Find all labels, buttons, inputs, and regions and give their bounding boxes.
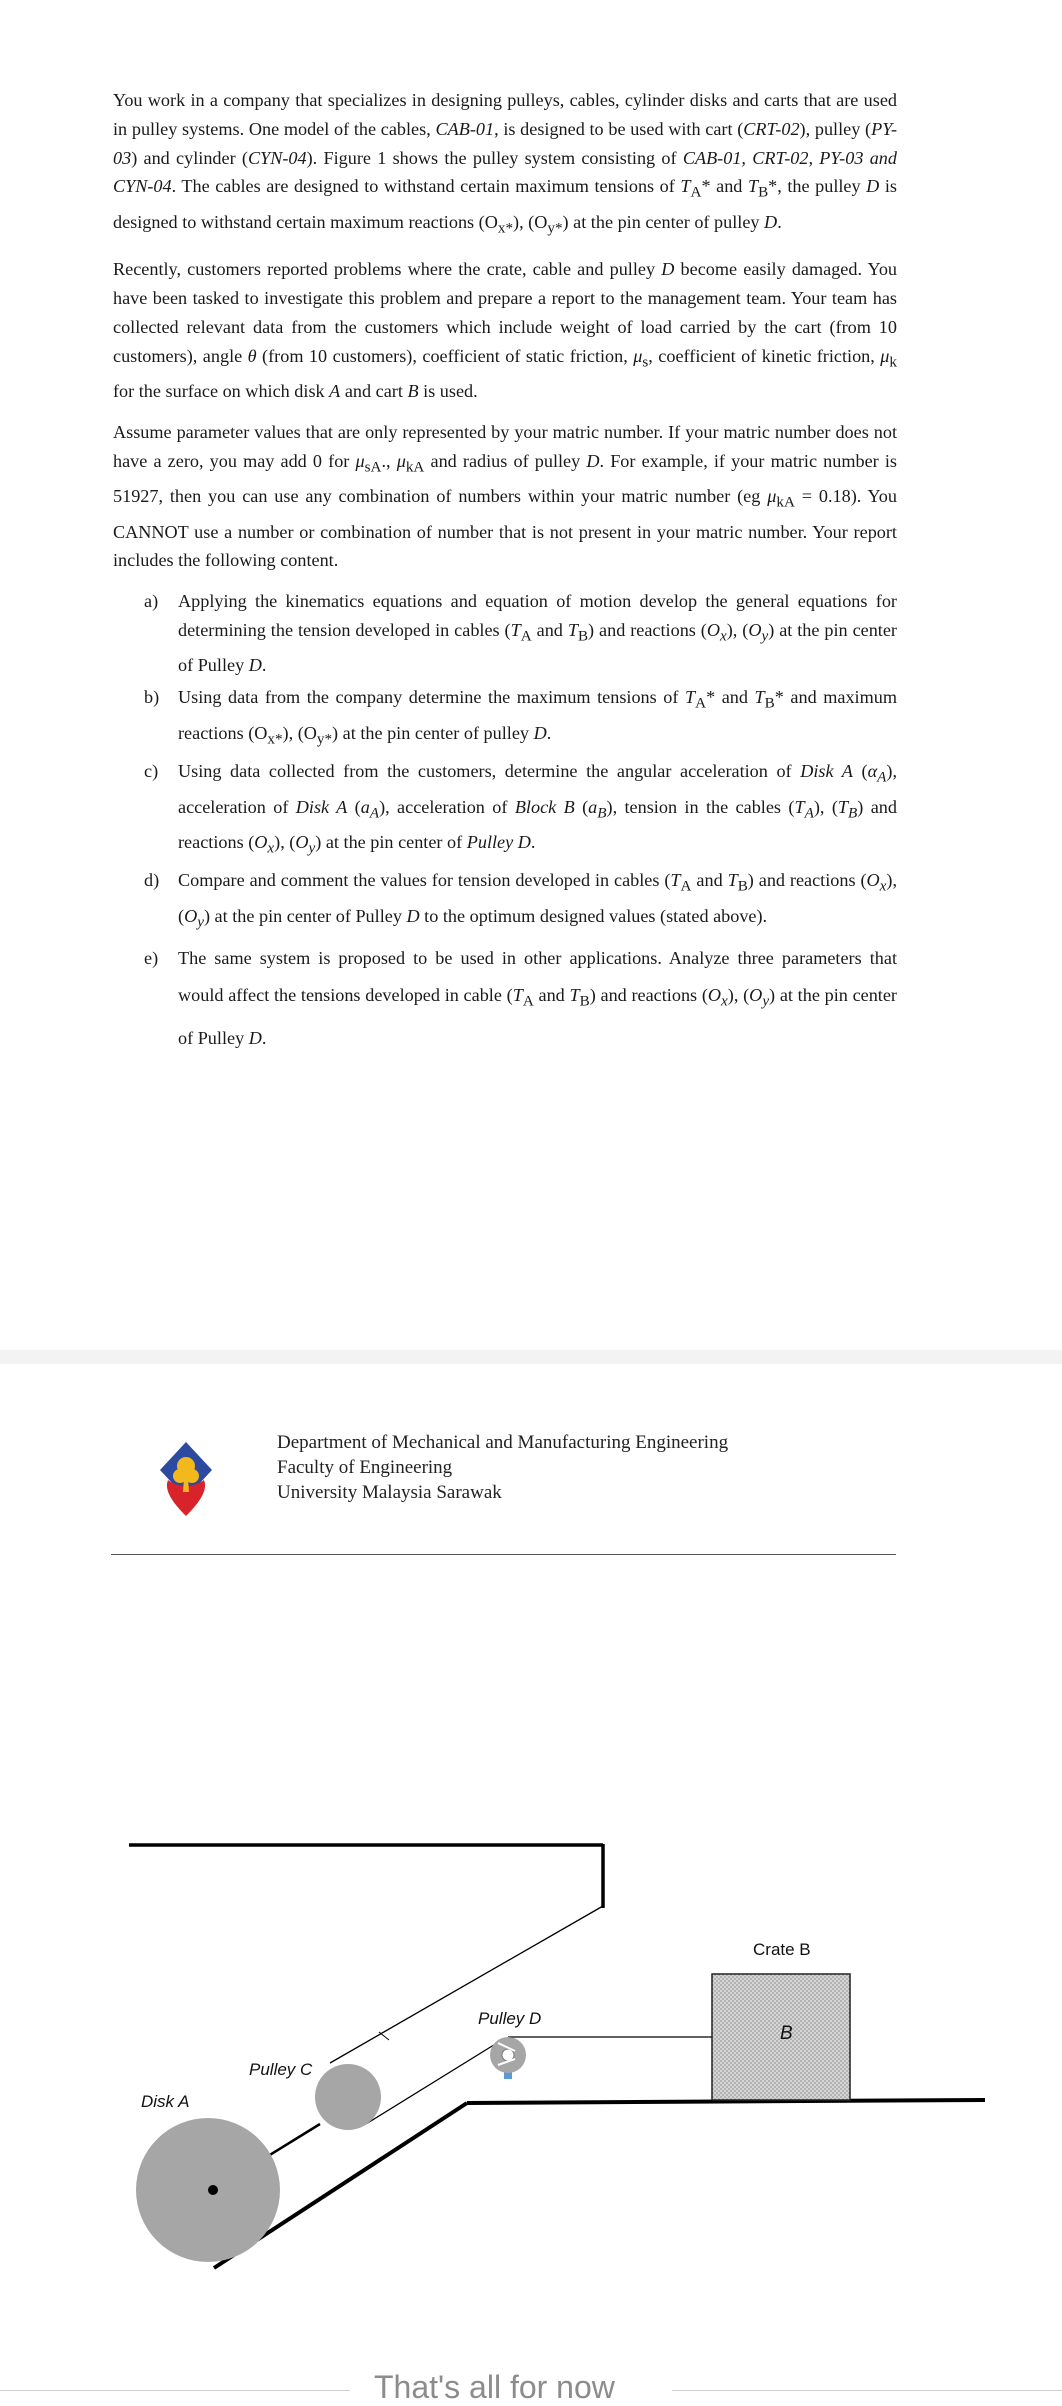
task-list xyxy=(113,587,897,1057)
paragraph-intro: You work in a company that specializes in designing pulleys, cables, cylinder disks and carts that are used in pulley systems. One model of the cables, CAB-01, is designed to be used with cart (CRT-02), pulley (PY-03) and cylinder (CYN-04). Figure 1 shows the pulley system consisting of CAB-01, CRT-02, PY-03 and CYN-04. The cables are designed to withstand certain maximum tensions of $T_A*$ and $T_B*$, the pulley D is designed to withstand certain maximum reactions $(O_{x*})$, $(O_{y*})$ at the pin center of pulley D. xyxy=(113,90,898,237)
task-item-c: c) Using data collected from the customers, determine the angular acceleration of Disk A $(\alpha_A)$, acceleration of Disk A $(a_A)$, acceleration of Block B $(a_B)$, tension in the cables $(T_A)$, $(T_B)$ and reactions $(O_x)$, $(O_y)$ at the pin center of Pulley D. xyxy=(144,761,897,857)
task-item-e: e) The same system is proposed to be used in other applications. Analyze three parameters that would affect the tensions developed in cable ($T_A$ and $T_B$) and reactions $(O_x)$, $(O_y)$ at the pin center of Pulley D. xyxy=(144,948,897,1048)
faculty-name: Faculty of Engineering xyxy=(277,1457,453,1478)
pulley-c-label: Pulley C xyxy=(249,2060,313,2079)
footer-rule-left xyxy=(0,2390,350,2391)
disk-a-center-pin xyxy=(208,2185,218,2195)
paragraph-assumptions: Assume parameter values that are only represented by your matric number. If your matric number does not have a zero, you may add 0 for $\mu_{sA}$., $\mu_{kA}$ and radius of pulley D. For example, if your matric number is 51927, then you can use any combination of numbers within your matric number (eg $\mu_{kA} = 0.18$). You CANNOT use a number or combination of number that is not present in your matric number. Your report includes the following content. xyxy=(113,421,898,571)
document-page-2 xyxy=(0,1364,1062,2405)
pulley-system-figure xyxy=(0,1364,1062,2400)
crate-b-letter: B xyxy=(780,2023,793,2044)
task-item-a: a) Applying the kinematics equations and equation of motion develop the general equations for determining the tension developed in cables ($T_A$ and $T_B$) and reactions $(O_x)$, $(O_y)$ at the pin center of Pulley D. xyxy=(144,591,897,676)
task-item-d: d) Compare and comment the values for tension developed in cables ($T_A$ and $T_B$) and reactions $(O_x)$, $(O_y)$ at the pin center of Pulley D to the optimum designed values (stated above). xyxy=(144,870,898,931)
paragraph-problem: Recently, customers reported problems where the crate, cable and pulley D become easily damaged. You have been tasked to investigate this problem and prepare a report to the management team. Your team has collected relevant data from the customers which include weight of load carried by the cart (from 10 customers), angle θ (from 10 customers), coefficient of static friction, $\mu_s$, coefficient of kinetic friction, $\mu_k$ for the surface on which disk A and cart B is used. xyxy=(113,259,898,402)
end-of-content-note xyxy=(0,2364,1062,2405)
disk-a-label: Disk A xyxy=(141,2092,190,2111)
department-name: Department of Mechanical and Manufacturing Engineering xyxy=(277,1432,729,1453)
footer-rule-right xyxy=(672,2390,1062,2391)
end-of-content-text: That's all for now xyxy=(374,2369,615,2405)
task-item-b: b) Using data from the company determine the maximum tensions of $T_A*$ and $T_B*$ and maximum reactions $(O_{x*})$, $(O_{y*})$ at the pin center of pulley D. xyxy=(144,687,897,748)
university-name: University Malaysia Sarawak xyxy=(277,1482,502,1503)
pulley-c xyxy=(315,2064,381,2130)
cable-tick xyxy=(379,2032,389,2040)
cable-upper xyxy=(330,1906,603,2063)
crate-b-label: Crate B xyxy=(753,1940,811,1959)
pulley-d-label: Pulley D xyxy=(478,2009,542,2028)
body-text xyxy=(113,86,897,1060)
cable-lower xyxy=(366,2043,497,2124)
page-separator xyxy=(0,1350,1062,1364)
